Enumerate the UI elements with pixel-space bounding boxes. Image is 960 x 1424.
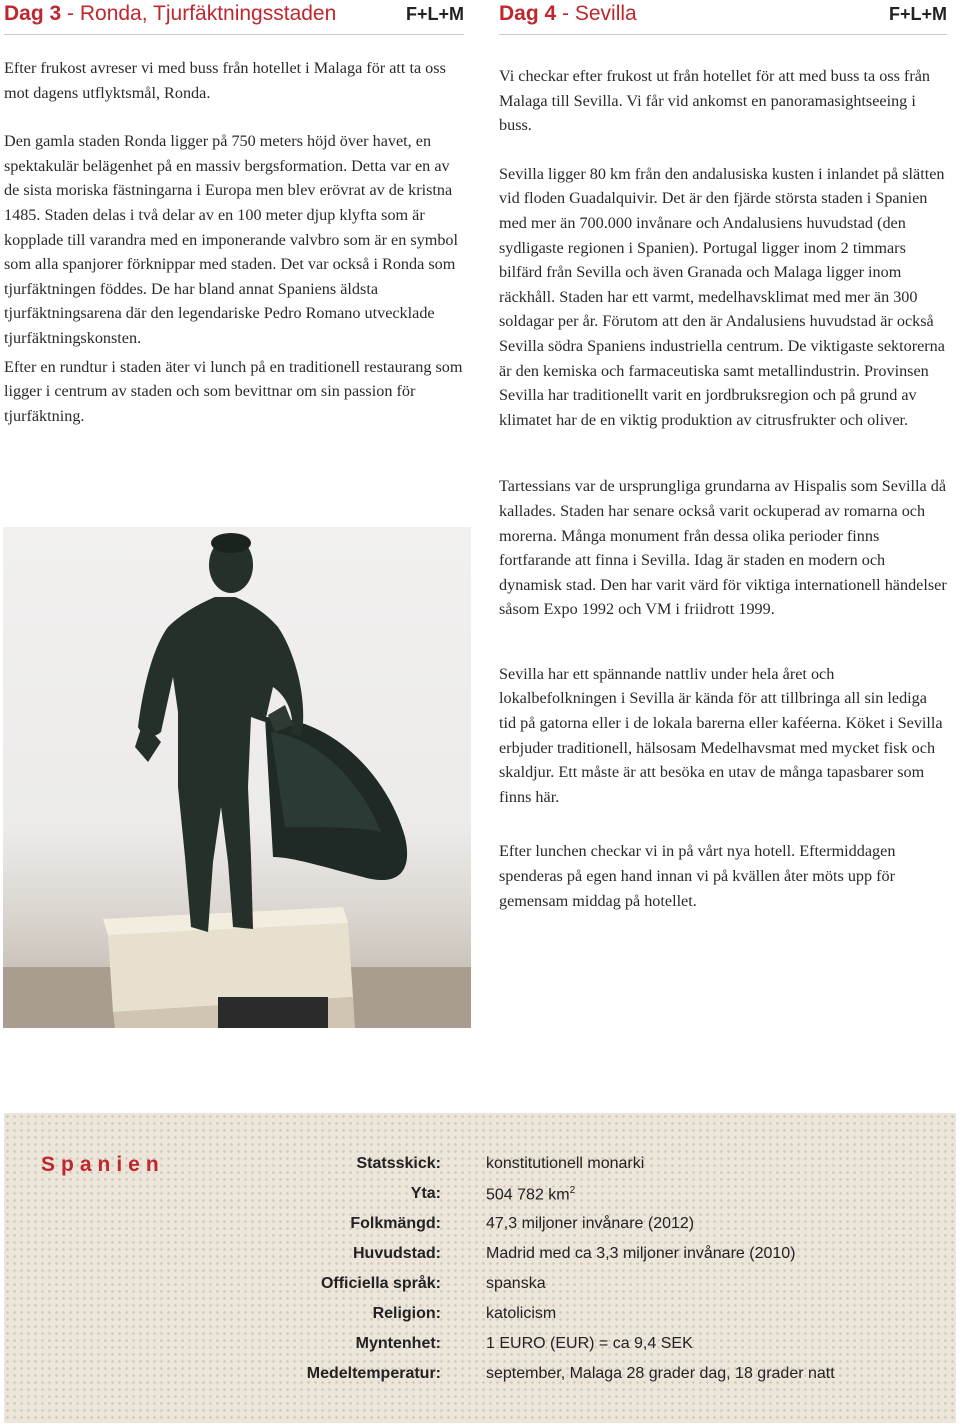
- fact-row: [4, 1215, 956, 1245]
- fact-value: konstitutionell monarki: [486, 1155, 645, 1172]
- fact-value: Madrid med ca 3,3 miljoner invånare (2010): [486, 1245, 796, 1262]
- day4-paragraph: Sevilla ligger 80 km från den andalusiska kusten i inlandet på slätten vid floden Guadalquivir. Det är den fjärde största staden i Spanien med mer än 700.000 invånare och Andalusiens huvudstad (den sydligaste regionen i Spanien). Portugal ligger inom 2 timmars bilfärd från Sevilla och även Granada och Malaga ligger inom räckhåll. Staden har ett varmt, medelhavsklimat med mer än 300 soldagar per år. Förutom att den är Andalusiens huvudstad är också Sevilla södra Spaniens industriella centrum. De viktigaste sektorerna är den kemiska och farmaceutiska samt metallindustrin. Provinsen Sevilla har traditionellt varit en jordbruksregion och på grund av klimatet har de en viktig produktion av citrusfrukter och oliver.: [499, 164, 945, 429]
- fact-value: 504 782 $km^2$: [486, 1185, 576, 1204]
- fact-row: [4, 1155, 956, 1185]
- day3-paragraph: Den gamla staden Ronda ligger på 750 meters höjd över havet, en spektakulär belägenhet på en massiv bergsformation. Detta var en av de sista moriska fästningarna i Europa men blev erövrat av de kristna 1485. Staden delas i två delar av en 100 meter djup klyfta som är kopplade till varandra med en imponerande valvbro som är en symbol som alla spanjorer förknippar med staden. Det var också i Ronda som tjurfäktningen föddes. De har bland annat Spaniens äldsta tjurfäktningsarena där den legendariske Pedro Romano utvecklade tjurfäktningskonsten.: [4, 132, 459, 347]
- day3-header: [4, 0, 464, 35]
- country-facts-box: [4, 1113, 956, 1423]
- day4-paragraph: Efter lunchen checkar vi in på vårt nya hotell. Eftermiddagen spenderas på egen hand innan vi på kvällen åter möts upp för gemensam middag på hotellet.: [499, 842, 896, 910]
- fact-label: Medeltemperatur:: [306, 1365, 441, 1382]
- superscript: 2: [569, 1185, 576, 1196]
- fact-label: Officiella språk:: [320, 1275, 441, 1292]
- day3-paragraph: Efter frukost avreser vi med buss från hotellet i Malaga för att ta oss mot dagens utflyktsmål, Ronda.: [4, 59, 446, 102]
- day3-paragraph: Efter en rundtur i staden äter vi lunch på en traditionell restaurang som ligger i centrum av staden och som bevittnar om sin passion för tjurfäktning.: [4, 357, 463, 425]
- fact-value: spanska: [486, 1275, 546, 1292]
- fact-row: [4, 1335, 956, 1365]
- day4-meals: F+L+M: [888, 4, 947, 24]
- fact-value: september, Malaga 28 grader dag, 18 grader natt: [486, 1365, 835, 1382]
- day3-meals: F+L+M: [405, 4, 464, 24]
- country-name: Spanien: [41, 1153, 165, 1176]
- fact-value: katolicism: [486, 1305, 557, 1322]
- matador-statue-photo: [3, 527, 471, 1028]
- day3-section: [4, 0, 464, 428]
- fact-label: Statsskick:: [356, 1155, 441, 1172]
- fact-label: Folkmängd:: [350, 1215, 441, 1232]
- fact-value: 47,3 miljoner invånare (2012): [486, 1215, 695, 1232]
- day4-title: Dag 4 - Sevilla: [499, 2, 637, 25]
- fact-row: [4, 1305, 956, 1335]
- fact-row: [4, 1245, 956, 1275]
- fact-row: [4, 1185, 956, 1215]
- fact-value: 1 EURO (EUR) = ca 9,4 SEK: [486, 1335, 693, 1352]
- day4-paragraph: Vi checkar efter frukost ut från hotellet för att med buss ta oss från Malaga till Sevilla. Vi får vid ankomst en panoramasightseeing i buss.: [499, 67, 930, 135]
- fact-label: Myntenhet:: [355, 1335, 441, 1352]
- day4-header: [499, 0, 947, 35]
- fact-label: Huvudstad:: [353, 1245, 441, 1262]
- day4-paragraph: Sevilla har ett spännande nattliv under hela året och lokalbefolkningen i Sevilla är kända för att tillbringa all sin lediga tid på gatorna eller i de lokala barerna eller kaféerna. Köket i Sevilla erbjuder traditionell, hälsosam Medelhavsmat med mycket fisk och skaldjur. Ett måste är att besöka en utav de många tapasbarer som finns här.: [499, 664, 943, 806]
- fact-label: Yta:: [410, 1185, 441, 1202]
- fact-row: [4, 1275, 956, 1305]
- day3-title: Dag 3 - Ronda, Tjurfäktningsstaden: [4, 2, 337, 25]
- fact-row: [4, 1365, 956, 1395]
- day4-section: [499, 0, 947, 913]
- fact-label: Religion:: [372, 1305, 441, 1322]
- day4-paragraph: Tartessians var de ursprungliga grundarna av Hispalis som Sevilla då kallades. Staden har senare också varit ockuperad av romarna och morerna. Många monument från dessa olika perioder finns fortfarande att finna i Sevilla. Idag är staden en modern och dynamisk stad. Den har varit värd för viktiga internationell händelser såsom Expo 1992 och VM i friidrott 1999.: [499, 477, 947, 619]
